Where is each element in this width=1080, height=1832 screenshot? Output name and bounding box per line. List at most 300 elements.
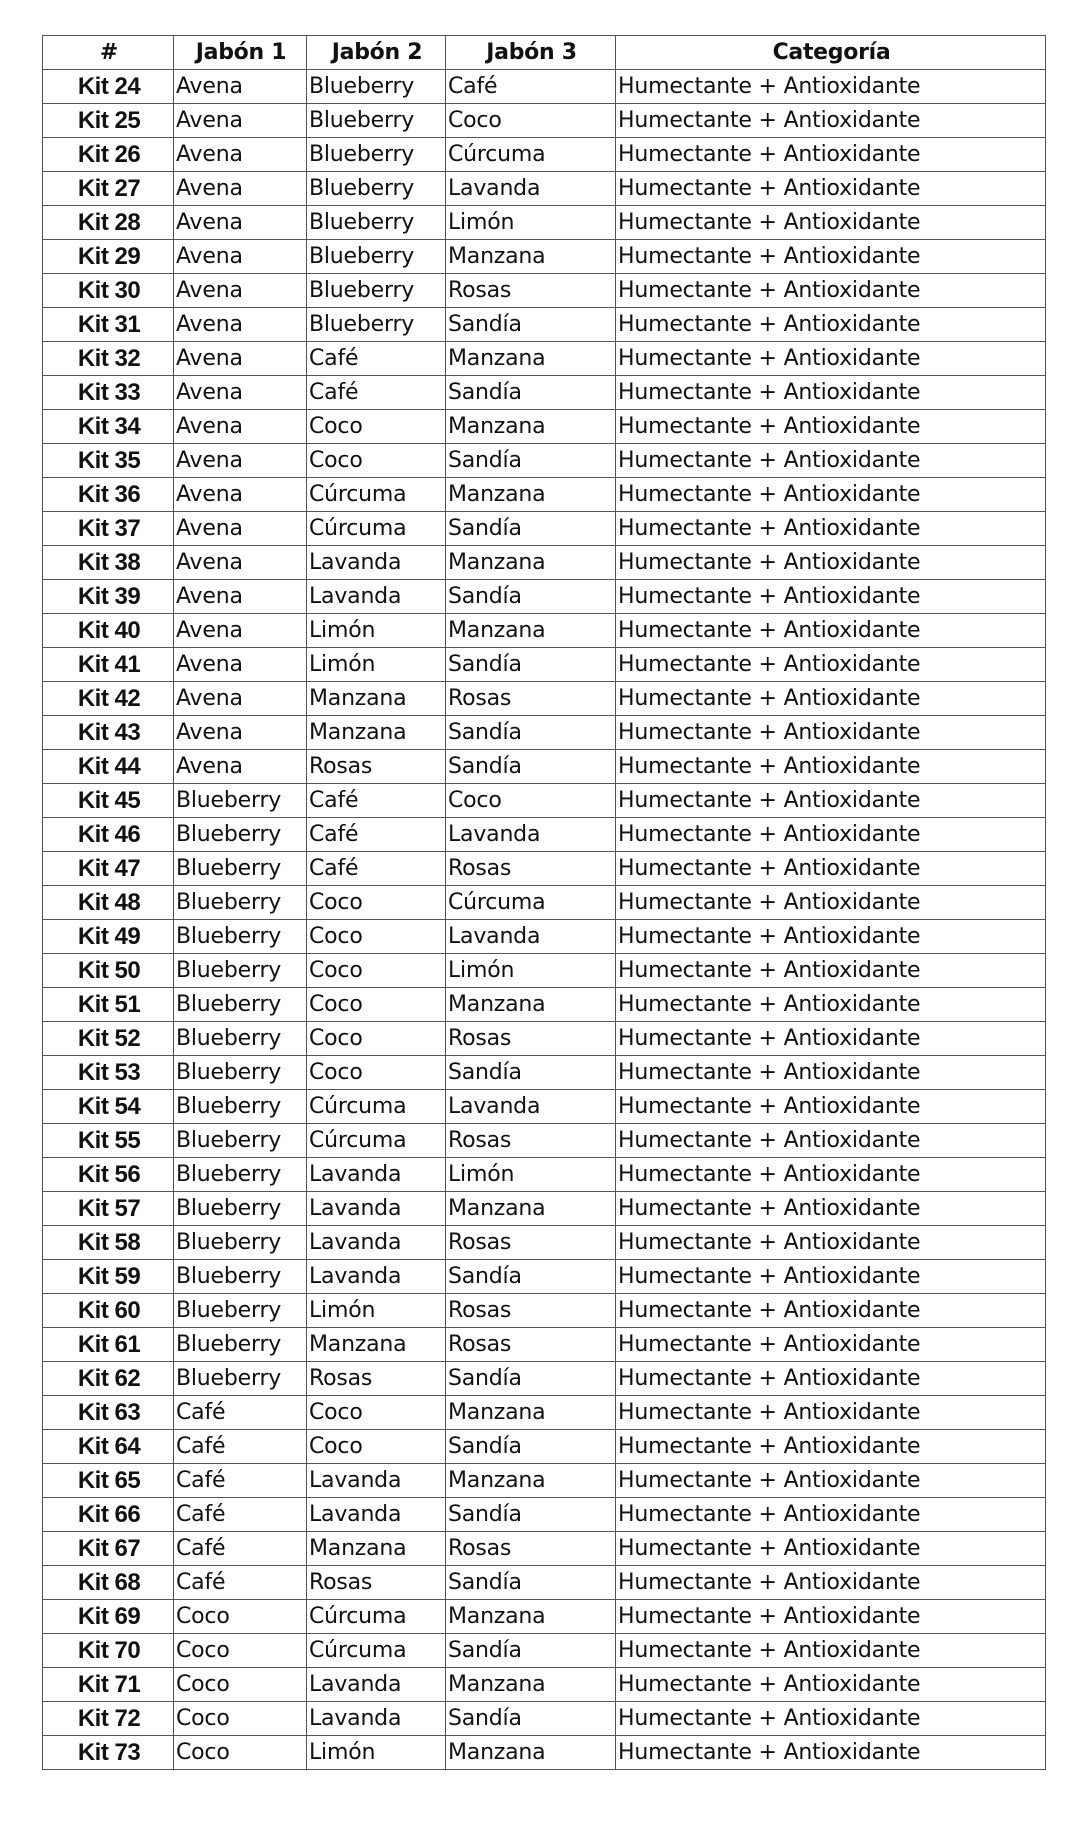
jabon-1-cell: Avena xyxy=(174,614,307,648)
jabon-1-cell: Avena xyxy=(174,444,307,478)
table-row xyxy=(43,1702,1046,1736)
jabon-1-cell: Coco xyxy=(174,1668,307,1702)
jabon-2-cell: Cúrcuma xyxy=(307,1124,446,1158)
kit-id-cell: Kit 52 xyxy=(43,1022,174,1056)
jabon-1-cell: Blueberry xyxy=(174,1362,307,1396)
table-row xyxy=(43,1226,1046,1260)
categoria-cell: Humectante + Antioxidante xyxy=(616,614,1046,648)
categoria-cell: Humectante + Antioxidante xyxy=(616,1022,1046,1056)
table-row xyxy=(43,1430,1046,1464)
categoria-cell: Humectante + Antioxidante xyxy=(616,1736,1046,1770)
header-categoria: Categoría xyxy=(616,36,1046,70)
jabon-2-cell: Lavanda xyxy=(307,1668,446,1702)
table-row xyxy=(43,546,1046,580)
table-row xyxy=(43,308,1046,342)
categoria-cell: Humectante + Antioxidante xyxy=(616,648,1046,682)
kit-id-cell: Kit 32 xyxy=(43,342,174,376)
jabon-2-cell: Coco xyxy=(307,920,446,954)
jabon-1-cell: Avena xyxy=(174,172,307,206)
jabon-3-cell: Rosas xyxy=(446,852,616,886)
jabon-1-cell: Avena xyxy=(174,274,307,308)
jabon-2-cell: Cúrcuma xyxy=(307,478,446,512)
jabon-3-cell: Sandía xyxy=(446,1362,616,1396)
categoria-cell: Humectante + Antioxidante xyxy=(616,1600,1046,1634)
jabon-3-cell: Rosas xyxy=(446,1328,616,1362)
table-row xyxy=(43,1260,1046,1294)
jabon-2-cell: Café xyxy=(307,342,446,376)
table-row xyxy=(43,648,1046,682)
jabon-1-cell: Avena xyxy=(174,104,307,138)
jabon-3-cell: Lavanda xyxy=(446,920,616,954)
table-row xyxy=(43,478,1046,512)
categoria-cell: Humectante + Antioxidante xyxy=(616,342,1046,376)
header-jabon-1: Jabón 1 xyxy=(174,36,307,70)
table-row xyxy=(43,1328,1046,1362)
jabon-1-cell: Avena xyxy=(174,376,307,410)
categoria-cell: Humectante + Antioxidante xyxy=(616,1090,1046,1124)
jabon-3-cell: Manzana xyxy=(446,614,616,648)
header-number: # xyxy=(43,36,174,70)
categoria-cell: Humectante + Antioxidante xyxy=(616,1634,1046,1668)
jabon-1-cell: Avena xyxy=(174,648,307,682)
jabon-2-cell: Lavanda xyxy=(307,1192,446,1226)
categoria-cell: Humectante + Antioxidante xyxy=(616,172,1046,206)
kit-id-cell: Kit 65 xyxy=(43,1464,174,1498)
jabon-3-cell: Manzana xyxy=(446,1396,616,1430)
kit-id-cell: Kit 69 xyxy=(43,1600,174,1634)
jabon-2-cell: Cúrcuma xyxy=(307,1090,446,1124)
categoria-cell: Humectante + Antioxidante xyxy=(616,886,1046,920)
table-row xyxy=(43,1498,1046,1532)
categoria-cell: Humectante + Antioxidante xyxy=(616,1498,1046,1532)
kit-id-cell: Kit 47 xyxy=(43,852,174,886)
jabon-1-cell: Blueberry xyxy=(174,852,307,886)
jabon-3-cell: Sandía xyxy=(446,1056,616,1090)
table-row xyxy=(43,70,1046,104)
categoria-cell: Humectante + Antioxidante xyxy=(616,716,1046,750)
jabon-3-cell: Manzana xyxy=(446,1736,616,1770)
categoria-cell: Humectante + Antioxidante xyxy=(616,682,1046,716)
jabon-3-cell: Lavanda xyxy=(446,1090,616,1124)
jabon-1-cell: Blueberry xyxy=(174,1022,307,1056)
categoria-cell: Humectante + Antioxidante xyxy=(616,1430,1046,1464)
kit-id-cell: Kit 68 xyxy=(43,1566,174,1600)
categoria-cell: Humectante + Antioxidante xyxy=(616,444,1046,478)
jabon-2-cell: Blueberry xyxy=(307,206,446,240)
jabon-2-cell: Manzana xyxy=(307,682,446,716)
jabon-2-cell: Coco xyxy=(307,1396,446,1430)
jabon-2-cell: Café xyxy=(307,376,446,410)
table-row xyxy=(43,1396,1046,1430)
jabon-1-cell: Café xyxy=(174,1566,307,1600)
kit-id-cell: Kit 38 xyxy=(43,546,174,580)
jabon-3-cell: Cúrcuma xyxy=(446,886,616,920)
table-row xyxy=(43,1158,1046,1192)
header-jabon-3: Jabón 3 xyxy=(446,36,616,70)
jabon-1-cell: Coco xyxy=(174,1702,307,1736)
jabon-1-cell: Avena xyxy=(174,342,307,376)
jabon-2-cell: Coco xyxy=(307,1022,446,1056)
jabon-2-cell: Coco xyxy=(307,954,446,988)
kit-id-cell: Kit 73 xyxy=(43,1736,174,1770)
kit-id-cell: Kit 53 xyxy=(43,1056,174,1090)
categoria-cell: Humectante + Antioxidante xyxy=(616,1056,1046,1090)
jabon-3-cell: Rosas xyxy=(446,1022,616,1056)
kit-id-cell: Kit 50 xyxy=(43,954,174,988)
table-row xyxy=(43,1022,1046,1056)
jabon-3-cell: Cúrcuma xyxy=(446,138,616,172)
jabon-2-cell: Rosas xyxy=(307,1362,446,1396)
jabon-1-cell: Blueberry xyxy=(174,1294,307,1328)
jabon-1-cell: Avena xyxy=(174,682,307,716)
categoria-cell: Humectante + Antioxidante xyxy=(616,818,1046,852)
jabon-3-cell: Sandía xyxy=(446,376,616,410)
kit-id-cell: Kit 51 xyxy=(43,988,174,1022)
categoria-cell: Humectante + Antioxidante xyxy=(616,580,1046,614)
categoria-cell: Humectante + Antioxidante xyxy=(616,1566,1046,1600)
kit-id-cell: Kit 31 xyxy=(43,308,174,342)
jabon-3-cell: Lavanda xyxy=(446,172,616,206)
jabon-3-cell: Sandía xyxy=(446,580,616,614)
categoria-cell: Humectante + Antioxidante xyxy=(616,546,1046,580)
jabon-1-cell: Avena xyxy=(174,138,307,172)
jabon-2-cell: Blueberry xyxy=(307,104,446,138)
jabon-3-cell: Sandía xyxy=(446,308,616,342)
categoria-cell: Humectante + Antioxidante xyxy=(616,138,1046,172)
jabon-2-cell: Blueberry xyxy=(307,172,446,206)
kit-id-cell: Kit 28 xyxy=(43,206,174,240)
jabon-3-cell: Manzana xyxy=(446,1668,616,1702)
categoria-cell: Humectante + Antioxidante xyxy=(616,750,1046,784)
categoria-cell: Humectante + Antioxidante xyxy=(616,70,1046,104)
jabon-3-cell: Sandía xyxy=(446,512,616,546)
jabon-1-cell: Blueberry xyxy=(174,920,307,954)
categoria-cell: Humectante + Antioxidante xyxy=(616,478,1046,512)
jabon-3-cell: Sandía xyxy=(446,1260,616,1294)
jabon-2-cell: Lavanda xyxy=(307,546,446,580)
kit-id-cell: Kit 39 xyxy=(43,580,174,614)
jabon-2-cell: Coco xyxy=(307,1430,446,1464)
table-row xyxy=(43,1532,1046,1566)
table-row xyxy=(43,682,1046,716)
kit-id-cell: Kit 26 xyxy=(43,138,174,172)
categoria-cell: Humectante + Antioxidante xyxy=(616,512,1046,546)
kit-id-cell: Kit 49 xyxy=(43,920,174,954)
categoria-cell: Humectante + Antioxidante xyxy=(616,1668,1046,1702)
jabon-3-cell: Manzana xyxy=(446,546,616,580)
jabon-2-cell: Limón xyxy=(307,648,446,682)
jabon-1-cell: Avena xyxy=(174,410,307,444)
categoria-cell: Humectante + Antioxidante xyxy=(616,1362,1046,1396)
kit-id-cell: Kit 43 xyxy=(43,716,174,750)
jabon-2-cell: Manzana xyxy=(307,716,446,750)
table-row xyxy=(43,750,1046,784)
kit-id-cell: Kit 41 xyxy=(43,648,174,682)
jabon-1-cell: Café xyxy=(174,1464,307,1498)
kit-id-cell: Kit 62 xyxy=(43,1362,174,1396)
kit-id-cell: Kit 70 xyxy=(43,1634,174,1668)
kit-id-cell: Kit 56 xyxy=(43,1158,174,1192)
jabon-3-cell: Manzana xyxy=(446,342,616,376)
jabon-2-cell: Coco xyxy=(307,886,446,920)
jabon-2-cell: Coco xyxy=(307,1056,446,1090)
kits-table-body xyxy=(43,70,1046,1770)
categoria-cell: Humectante + Antioxidante xyxy=(616,1260,1046,1294)
table-row xyxy=(43,886,1046,920)
categoria-cell: Humectante + Antioxidante xyxy=(616,274,1046,308)
kit-id-cell: Kit 72 xyxy=(43,1702,174,1736)
jabon-3-cell: Manzana xyxy=(446,240,616,274)
kit-id-cell: Kit 42 xyxy=(43,682,174,716)
jabon-2-cell: Coco xyxy=(307,988,446,1022)
jabon-2-cell: Café xyxy=(307,852,446,886)
table-row xyxy=(43,1600,1046,1634)
kit-id-cell: Kit 59 xyxy=(43,1260,174,1294)
kit-id-cell: Kit 58 xyxy=(43,1226,174,1260)
jabon-1-cell: Blueberry xyxy=(174,1192,307,1226)
jabon-1-cell: Avena xyxy=(174,546,307,580)
kit-id-cell: Kit 27 xyxy=(43,172,174,206)
jabon-1-cell: Avena xyxy=(174,512,307,546)
kits-table xyxy=(42,35,1046,1770)
categoria-cell: Humectante + Antioxidante xyxy=(616,308,1046,342)
jabon-2-cell: Limón xyxy=(307,1736,446,1770)
table-row xyxy=(43,1464,1046,1498)
jabon-1-cell: Café xyxy=(174,1430,307,1464)
jabon-2-cell: Blueberry xyxy=(307,138,446,172)
jabon-2-cell: Cúrcuma xyxy=(307,1634,446,1668)
table-row xyxy=(43,1634,1046,1668)
table-row xyxy=(43,342,1046,376)
jabon-1-cell: Blueberry xyxy=(174,818,307,852)
table-row xyxy=(43,852,1046,886)
jabon-3-cell: Manzana xyxy=(446,1192,616,1226)
categoria-cell: Humectante + Antioxidante xyxy=(616,1124,1046,1158)
table-row xyxy=(43,240,1046,274)
table-row xyxy=(43,988,1046,1022)
categoria-cell: Humectante + Antioxidante xyxy=(616,954,1046,988)
categoria-cell: Humectante + Antioxidante xyxy=(616,1396,1046,1430)
jabon-1-cell: Blueberry xyxy=(174,954,307,988)
table-row xyxy=(43,716,1046,750)
jabon-2-cell: Limón xyxy=(307,614,446,648)
jabon-3-cell: Sandía xyxy=(446,1634,616,1668)
jabon-3-cell: Sandía xyxy=(446,1702,616,1736)
table-row xyxy=(43,954,1046,988)
jabon-2-cell: Cúrcuma xyxy=(307,512,446,546)
jabon-3-cell: Limón xyxy=(446,1158,616,1192)
jabon-3-cell: Lavanda xyxy=(446,818,616,852)
table-row xyxy=(43,1736,1046,1770)
jabon-2-cell: Manzana xyxy=(307,1328,446,1362)
table-row xyxy=(43,444,1046,478)
kit-id-cell: Kit 29 xyxy=(43,240,174,274)
kit-id-cell: Kit 45 xyxy=(43,784,174,818)
jabon-1-cell: Coco xyxy=(174,1736,307,1770)
jabon-2-cell: Lavanda xyxy=(307,1498,446,1532)
jabon-2-cell: Café xyxy=(307,818,446,852)
jabon-2-cell: Manzana xyxy=(307,1532,446,1566)
jabon-1-cell: Blueberry xyxy=(174,1158,307,1192)
table-row xyxy=(43,580,1046,614)
jabon-1-cell: Blueberry xyxy=(174,886,307,920)
jabon-3-cell: Rosas xyxy=(446,1294,616,1328)
table-row xyxy=(43,376,1046,410)
jabon-3-cell: Sandía xyxy=(446,444,616,478)
jabon-1-cell: Avena xyxy=(174,716,307,750)
jabon-3-cell: Sandía xyxy=(446,1566,616,1600)
kit-id-cell: Kit 55 xyxy=(43,1124,174,1158)
jabon-2-cell: Limón xyxy=(307,1294,446,1328)
table-row xyxy=(43,274,1046,308)
table-row xyxy=(43,512,1046,546)
jabon-3-cell: Rosas xyxy=(446,1124,616,1158)
kit-id-cell: Kit 57 xyxy=(43,1192,174,1226)
jabon-3-cell: Manzana xyxy=(446,1600,616,1634)
jabon-2-cell: Lavanda xyxy=(307,1260,446,1294)
jabon-3-cell: Manzana xyxy=(446,478,616,512)
table-row xyxy=(43,614,1046,648)
jabon-3-cell: Coco xyxy=(446,104,616,138)
table-row xyxy=(43,818,1046,852)
kit-id-cell: Kit 66 xyxy=(43,1498,174,1532)
jabon-2-cell: Blueberry xyxy=(307,70,446,104)
jabon-2-cell: Lavanda xyxy=(307,1158,446,1192)
jabon-2-cell: Coco xyxy=(307,410,446,444)
jabon-3-cell: Rosas xyxy=(446,1226,616,1260)
categoria-cell: Humectante + Antioxidante xyxy=(616,104,1046,138)
jabon-1-cell: Blueberry xyxy=(174,1328,307,1362)
kit-id-cell: Kit 44 xyxy=(43,750,174,784)
jabon-1-cell: Blueberry xyxy=(174,1124,307,1158)
categoria-cell: Humectante + Antioxidante xyxy=(616,1702,1046,1736)
categoria-cell: Humectante + Antioxidante xyxy=(616,1464,1046,1498)
jabon-2-cell: Cúrcuma xyxy=(307,1600,446,1634)
jabon-1-cell: Avena xyxy=(174,308,307,342)
table-row xyxy=(43,1090,1046,1124)
kit-id-cell: Kit 35 xyxy=(43,444,174,478)
jabon-2-cell: Coco xyxy=(307,444,446,478)
categoria-cell: Humectante + Antioxidante xyxy=(616,1158,1046,1192)
kit-id-cell: Kit 40 xyxy=(43,614,174,648)
jabon-1-cell: Blueberry xyxy=(174,784,307,818)
jabon-1-cell: Avena xyxy=(174,750,307,784)
jabon-2-cell: Lavanda xyxy=(307,580,446,614)
categoria-cell: Humectante + Antioxidante xyxy=(616,852,1046,886)
kit-id-cell: Kit 46 xyxy=(43,818,174,852)
jabon-2-cell: Blueberry xyxy=(307,274,446,308)
categoria-cell: Humectante + Antioxidante xyxy=(616,376,1046,410)
jabon-1-cell: Café xyxy=(174,1498,307,1532)
jabon-1-cell: Café xyxy=(174,1532,307,1566)
header-jabon-2: Jabón 2 xyxy=(307,36,446,70)
kit-id-cell: Kit 33 xyxy=(43,376,174,410)
jabon-3-cell: Rosas xyxy=(446,682,616,716)
jabon-3-cell: Sandía xyxy=(446,716,616,750)
table-row xyxy=(43,104,1046,138)
table-row xyxy=(43,920,1046,954)
jabon-3-cell: Sandía xyxy=(446,1498,616,1532)
table-row xyxy=(43,1056,1046,1090)
kit-id-cell: Kit 37 xyxy=(43,512,174,546)
categoria-cell: Humectante + Antioxidante xyxy=(616,1226,1046,1260)
jabon-1-cell: Avena xyxy=(174,580,307,614)
jabon-3-cell: Sandía xyxy=(446,648,616,682)
jabon-3-cell: Manzana xyxy=(446,988,616,1022)
jabon-1-cell: Blueberry xyxy=(174,988,307,1022)
jabon-3-cell: Café xyxy=(446,70,616,104)
table-row xyxy=(43,138,1046,172)
jabon-2-cell: Blueberry xyxy=(307,240,446,274)
jabon-1-cell: Blueberry xyxy=(174,1226,307,1260)
jabon-1-cell: Avena xyxy=(174,478,307,512)
kit-id-cell: Kit 48 xyxy=(43,886,174,920)
kit-id-cell: Kit 60 xyxy=(43,1294,174,1328)
jabon-2-cell: Café xyxy=(307,784,446,818)
kit-id-cell: Kit 63 xyxy=(43,1396,174,1430)
jabon-2-cell: Lavanda xyxy=(307,1464,446,1498)
categoria-cell: Humectante + Antioxidante xyxy=(616,1294,1046,1328)
jabon-2-cell: Blueberry xyxy=(307,308,446,342)
categoria-cell: Humectante + Antioxidante xyxy=(616,1192,1046,1226)
kit-id-cell: Kit 30 xyxy=(43,274,174,308)
jabon-1-cell: Coco xyxy=(174,1634,307,1668)
categoria-cell: Humectante + Antioxidante xyxy=(616,988,1046,1022)
table-row xyxy=(43,1192,1046,1226)
jabon-3-cell: Sandía xyxy=(446,1430,616,1464)
table-row xyxy=(43,206,1046,240)
kit-id-cell: Kit 71 xyxy=(43,1668,174,1702)
table-row xyxy=(43,1124,1046,1158)
categoria-cell: Humectante + Antioxidante xyxy=(616,920,1046,954)
categoria-cell: Humectante + Antioxidante xyxy=(616,206,1046,240)
jabon-1-cell: Avena xyxy=(174,240,307,274)
categoria-cell: Humectante + Antioxidante xyxy=(616,784,1046,818)
jabon-1-cell: Blueberry xyxy=(174,1056,307,1090)
jabon-1-cell: Coco xyxy=(174,1600,307,1634)
categoria-cell: Humectante + Antioxidante xyxy=(616,1328,1046,1362)
jabon-3-cell: Coco xyxy=(446,784,616,818)
kit-id-cell: Kit 67 xyxy=(43,1532,174,1566)
table-row xyxy=(43,1294,1046,1328)
jabon-2-cell: Lavanda xyxy=(307,1702,446,1736)
table-row xyxy=(43,410,1046,444)
kit-id-cell: Kit 64 xyxy=(43,1430,174,1464)
jabon-3-cell: Limón xyxy=(446,954,616,988)
categoria-cell: Humectante + Antioxidante xyxy=(616,410,1046,444)
header-row xyxy=(43,36,1046,70)
jabon-2-cell: Rosas xyxy=(307,1566,446,1600)
kit-id-cell: Kit 25 xyxy=(43,104,174,138)
jabon-1-cell: Avena xyxy=(174,206,307,240)
kit-id-cell: Kit 34 xyxy=(43,410,174,444)
kit-id-cell: Kit 36 xyxy=(43,478,174,512)
jabon-3-cell: Rosas xyxy=(446,274,616,308)
jabon-2-cell: Rosas xyxy=(307,750,446,784)
jabon-3-cell: Rosas xyxy=(446,1532,616,1566)
kit-id-cell: Kit 24 xyxy=(43,70,174,104)
jabon-3-cell: Limón xyxy=(446,206,616,240)
kit-id-cell: Kit 54 xyxy=(43,1090,174,1124)
jabon-3-cell: Manzana xyxy=(446,1464,616,1498)
jabon-3-cell: Sandía xyxy=(446,750,616,784)
jabon-1-cell: Avena xyxy=(174,70,307,104)
jabon-2-cell: Lavanda xyxy=(307,1226,446,1260)
categoria-cell: Humectante + Antioxidante xyxy=(616,1532,1046,1566)
categoria-cell: Humectante + Antioxidante xyxy=(616,240,1046,274)
jabon-1-cell: Blueberry xyxy=(174,1090,307,1124)
table-row xyxy=(43,784,1046,818)
